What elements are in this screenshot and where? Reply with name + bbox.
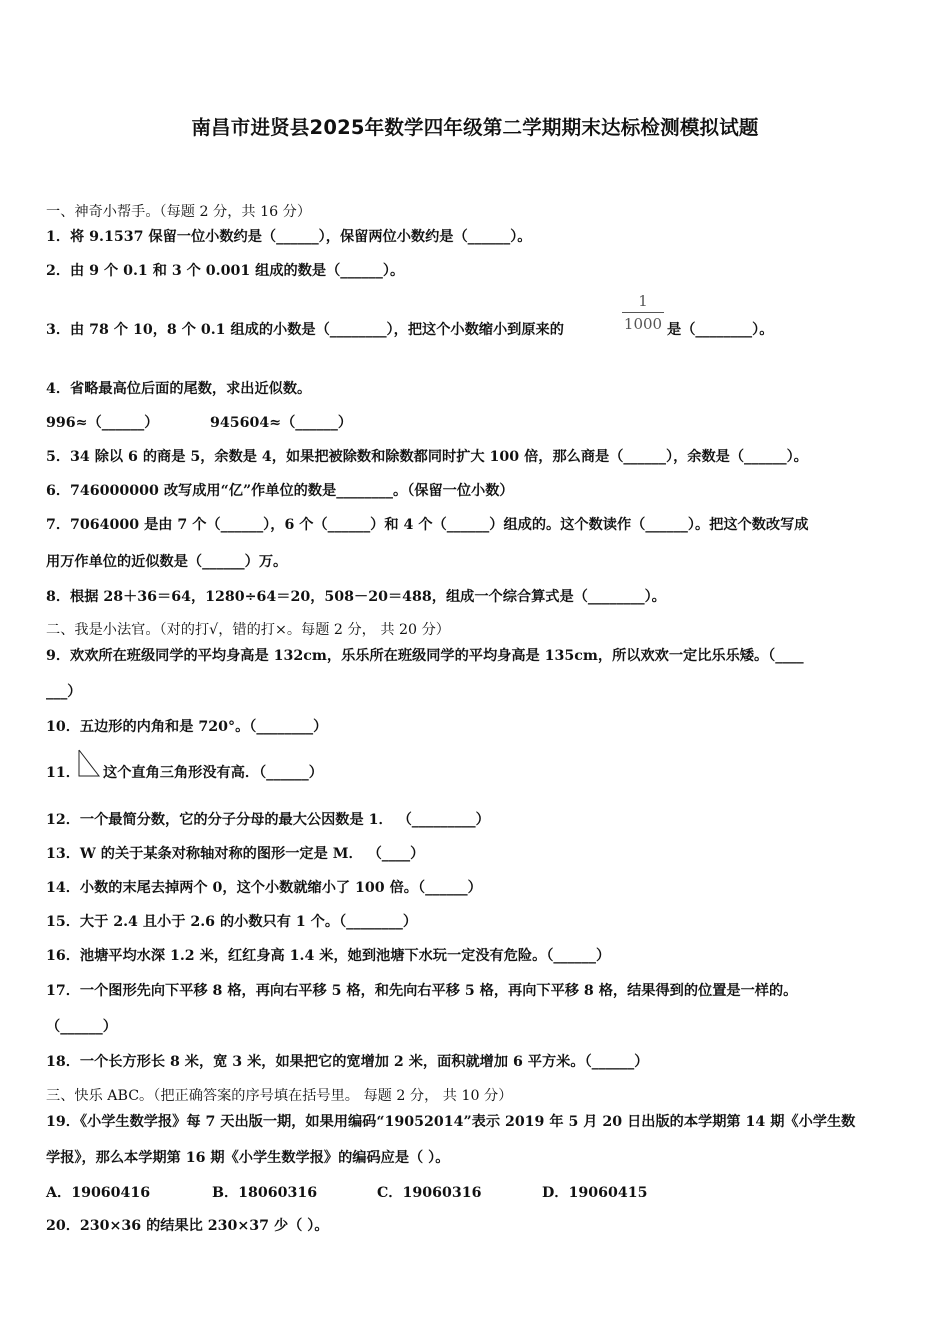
fraction-numerator: 1	[638, 292, 648, 310]
question-19-line-1: 19．《小学生数学报》每 7 天出版一期，如果用编码“19052014”表示 2019 年 5 月 20 日出版的本学期第 14 期《小学生数	[46, 1114, 856, 1130]
question-19-option-c: C．19060316	[377, 1185, 482, 1201]
question-8: 8．根据 28＋36＝64，1280÷64＝20，508－20＝488，组成一个综合算式是（________）。	[46, 589, 666, 605]
question-10: 10．五边形的内角和是 720°。（________）	[46, 719, 328, 735]
question-3-before: 3．由 78 个 10，8 个 0.1 组成的小数是（________），把这个小数缩小到原来的	[46, 322, 564, 338]
question-7-line-1: 7．7064000 是由 7 个（______），6 个（______）和 4 个（______）组成的。这个数读作（______）。把这个数改写成	[46, 517, 809, 533]
question-11-text: 这个直角三角形没有高．（______）	[103, 765, 323, 781]
question-4-stem: 4．省略最高位后面的尾数，求出近似数。	[46, 381, 312, 397]
question-7-line-2: 用万作单位的近似数是（______）万。	[46, 554, 288, 570]
right-triangle-figure	[77, 748, 101, 778]
question-13: 13．W 的关于某条对称轴对称的图形一定是 M． （____）	[46, 846, 425, 862]
question-3-after: 是（________）。	[667, 322, 774, 338]
question-4-a: 996≈（______）	[46, 415, 159, 431]
fraction-denominator: 1000	[623, 315, 663, 333]
section-3-header: 三、快乐 ABC。（把正确答案的序号填在括号里。 每题 2 分， 共 10 分）	[46, 1088, 513, 1104]
question-4-b: 945604≈（______）	[210, 415, 353, 431]
page-title: 南昌市进贤县2025年数学四年级第二学期期末达标检测模拟试题	[191, 116, 759, 139]
question-19-option-a: A．19060416	[46, 1185, 151, 1201]
section-2-header: 二、我是小法官。（对的打√，错的打×。每题 2 分， 共 20 分）	[46, 622, 450, 638]
question-5: 5．34 除以 6 的商是 5，余数是 4，如果把被除数和除数都同时扩大 100 倍，那么商是（______），余数是（______）。	[46, 449, 808, 465]
question-17-line-1: 17．一个图形先向下平移 8 格，再向右平移 5 格，和先向右平移 5 格，再向下平移 8 格，结果得到的位置是一样的。	[46, 983, 798, 999]
fraction-one-thousandth	[622, 292, 664, 333]
question-19-option-b: B．18060316	[212, 1185, 318, 1201]
question-18: 18．一个长方形长 8 米，宽 3 米，如果把它的宽增加 2 米，面积就增加 6 平方米。（______）	[46, 1054, 649, 1070]
question-19-line-2: 学报》，那么本学期第 16 期《小学生数学报》的编码应是（ ）。	[46, 1150, 450, 1166]
question-6: 6．746000000 改写成用“亿”作单位的数是________。（保留一位小数）	[46, 483, 514, 499]
question-15: 15．大于 2.4 且小于 2.6 的小数只有 1 个。（________）	[46, 914, 418, 930]
question-1: 1．将 9.1537 保留一位小数约是（______），保留两位小数约是（______）。	[46, 229, 532, 245]
question-16: 16．池塘平均水深 1.2 米，红红身高 1.4 米，她到池塘下水玩一定没有危险。（______）	[46, 948, 611, 964]
question-14: 14．小数的末尾去掉两个 0，这个小数就缩小了 100 倍。（______）	[46, 880, 482, 896]
question-17-line-2: （______）	[46, 1019, 117, 1035]
question-20: 20．230×36 的结果比 230×37 少（ ）。	[46, 1218, 329, 1234]
question-9-line-1: 9．欢欢所在班级同学的平均身高是 132cm，乐乐所在班级同学的平均身高是 135cm，所以欢欢一定比乐乐矮。（____	[46, 648, 804, 664]
question-12: 12．一个最简分数，它的分子分母的最大公因数是 1． （_________）	[46, 812, 490, 828]
question-9-line-2: ___）	[46, 684, 82, 700]
question-11-number: 11．	[46, 765, 80, 781]
question-2: 2．由 9 个 0.1 和 3 个 0.001 组成的数是（______）。	[46, 263, 405, 279]
fraction-bar	[622, 312, 664, 313]
section-1-header: 一、神奇小帮手。（每题 2 分，共 16 分）	[46, 204, 312, 220]
question-19-option-d: D．19060415	[542, 1185, 648, 1201]
